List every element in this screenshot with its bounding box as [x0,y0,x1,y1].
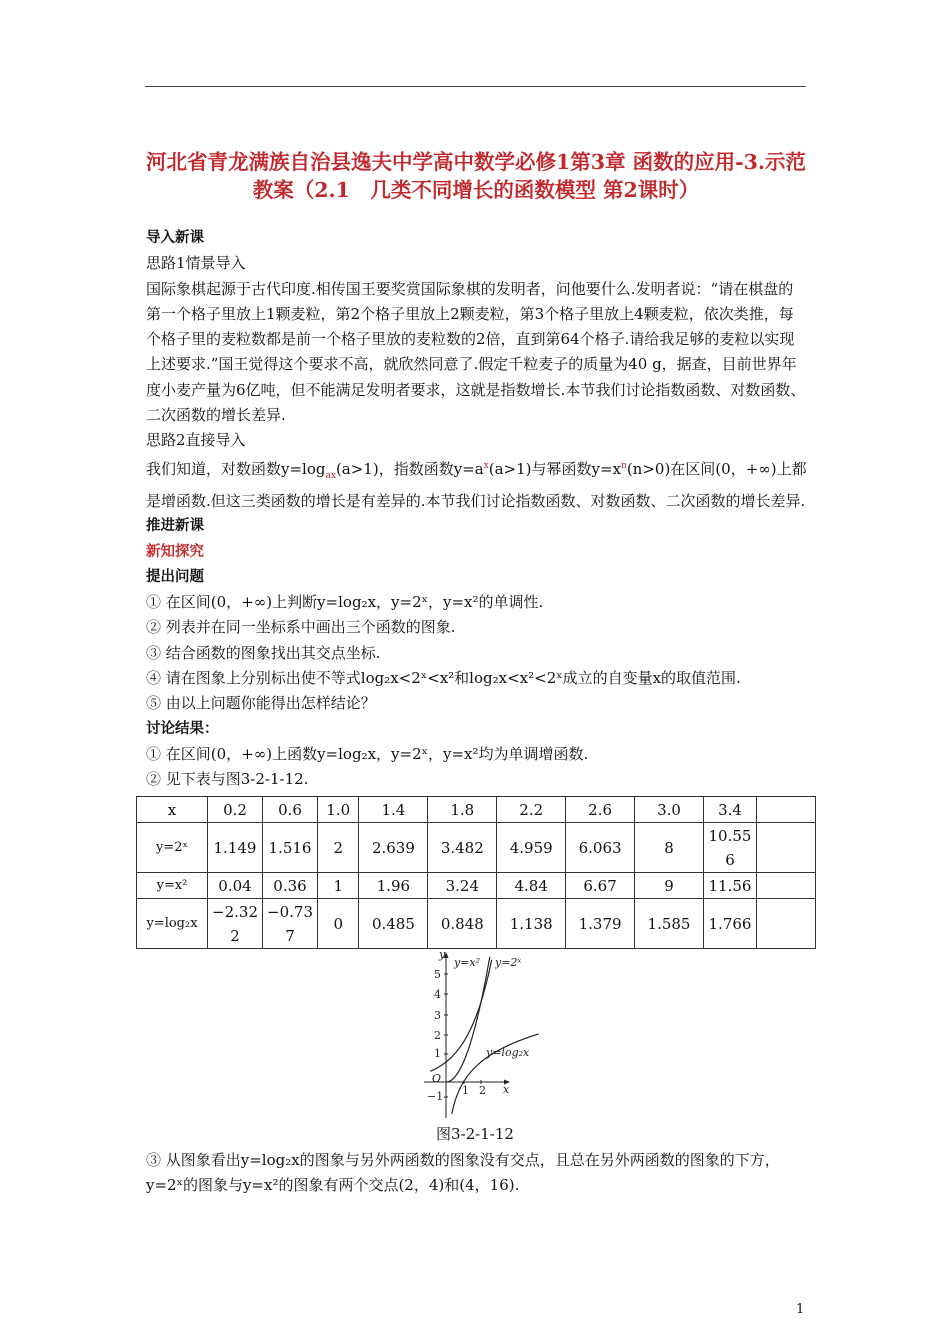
intro-heading: 导入新课 [146,230,204,246]
document-title: 河北省青龙满族自治县逸夫中学高中数学必修1第3章 函数的应用-3.示范教案（2.1 几类不同增长的函数模型 第2课时） [145,150,807,202]
table-cell [757,899,816,949]
table-cell: 9 [635,873,704,899]
table-cell: 3.0 [635,797,704,823]
idea2-paragraph: 我们知道，对数函数$y=\log_{ax}(a>1)$，指数函数$y=a^x(a>1)$与幂函数$y=x^n(n>0)$在区间(0，+∞)上都是增函数.但这三类函数的增长是有差异的.本节我们讨论指数函数、对数函数、二次函数的增长差异. [146,459,807,510]
conclusion-paragraph: ③ 从图象看出y=log₂x的图象与另外两函数的图象没有交点，且总在另外两函数的图象的下方，y=2ˣ的图象与y=x²的图象有两个交点(2，4)和(4，16). [146,1151,780,1195]
table-cell: 2.639 [359,823,428,873]
table-cell: 1.4 [359,797,428,823]
idea1-paragraph: 国际象棋起源于古代印度.相传国王要奖赏国际象棋的发明者，问他要什么.发明者说：“请在棋盘的第一个格子里放上1颗麦粒，第2个格子里放上2颗麦粒，第3个格子里放上4颗麦粒，依次类推，每个格子里的麦粒数都是前一个格子里放的麦粒数的2倍，直到第64个格子.请给我足够的麦粒以实现上述要求.”国王觉得这个要求不高，就欣然同意了.假定千粒麦子的质量为40 g，据查，目前世界年度小麦产量为6亿吨，但不能满足发明者要求，这就是指数增长.本节我们讨论指数函数、对数函数、二次函数的增长差异. [146,279,806,425]
table-cell: 4.84 [497,873,566,899]
table-header-row [137,797,816,823]
question-item: ⑤ 由以上问题你能得出怎样结论？ [146,694,376,713]
table-cell [757,873,816,899]
table-cell: 2 [318,823,359,873]
curve-x-squared [446,957,490,1082]
table-row [137,823,816,873]
y-axis-label: y [439,948,446,961]
table-row-label: y=x² [137,873,208,899]
table-cell [757,797,816,823]
explore-heading: 新知探究 [146,543,204,560]
y-tick-label: 1 [434,1047,441,1060]
curve-label-log: y=log₂x [486,1046,530,1059]
table-cell: 6.063 [566,823,635,873]
result-item: ② 见下表与图3-2-1-12. [146,770,309,789]
question-item: ② 列表并在同一坐标系中画出三个函数的图象. [146,618,456,637]
question-item: ④ 请在图象上分别标出使不等式log₂x<2ˣ<x²和log₂x<x²<2ˣ成立的自变量x的取值范围. [146,669,741,688]
x-tick-label: 2 [479,1084,486,1097]
table-cell: 1.379 [566,899,635,949]
table-cell: 1.96 [359,873,428,899]
table-cell: 1.766 [704,899,757,949]
table-cell: 8 [635,823,704,873]
question-item: ① 在区间(0，+∞)上判断y=log₂x，y=2ˣ，y=x²的单调性. [146,593,544,612]
table-cell: 1.8 [428,797,497,823]
question-item: ③ 结合函数的图象找出其交点坐标. [146,643,381,662]
figure-caption: 图3-2-1-12 [436,1125,514,1143]
table-cell: 10.556 [704,823,757,873]
table-cell: 0.485 [359,899,428,949]
table-cell: 2.6 [566,797,635,823]
table-cell: 0.6 [263,797,318,823]
table-cell: 3.482 [428,823,497,873]
table-cell: 0.2 [208,797,263,823]
table-cell: 0.848 [428,899,497,949]
table-cell: 6.67 [566,873,635,899]
table-row-label: y=2ˣ [137,823,208,873]
result-item: ① 在区间(0，+∞)上函数y=log₂x，y=2ˣ，y=x²均为单调增函数. [146,744,589,763]
table-cell: 3.24 [428,873,497,899]
table-row-label: y=log₂x [137,899,208,949]
table-cell: 1.585 [635,899,704,949]
results-heading: 讨论结果： [146,720,219,737]
table-cell: 2.2 [497,797,566,823]
y-tick-label: 4 [434,988,441,1001]
table-cell: 1 [318,873,359,899]
y-tick-label: 5 [434,968,441,981]
table-cell: x [137,797,208,823]
table-cell: −0.737 [263,899,318,949]
table-cell: 0 [318,899,359,949]
curve-label-exp: y=2ˣ [495,956,522,969]
table-cell: 0.04 [208,873,263,899]
table-cell [757,823,816,873]
x-axis-label: x [503,1083,510,1096]
questions-heading: 提出问题 [146,568,204,585]
table-cell: 11.56 [704,873,757,899]
table-row [137,899,816,949]
table-cell: 4.959 [497,823,566,873]
table-cell: 0.36 [263,873,318,899]
y-tick-label: 3 [434,1009,441,1022]
table-cell: 3.4 [704,797,757,823]
conclusion-block [146,1148,808,1199]
advance-heading: 推进新课 [146,518,204,535]
idea1-label: 思路1情景导入 [146,254,246,273]
table-cell: 1.138 [497,899,566,949]
main-content [146,226,808,793]
header-rule [145,86,806,87]
table-cell: 1.516 [263,823,318,873]
table-cell: −2.322 [208,899,263,949]
idea2-label: 思路2直接导入 [146,431,246,450]
table-row [137,873,816,899]
values-table [136,796,816,949]
origin-label: O [432,1072,442,1085]
y-tick-label: 2 [434,1029,441,1042]
table-cell: 1.0 [318,797,359,823]
page-number: 1 [796,1302,805,1317]
curve-label-x2: y=x² [454,956,481,969]
function-graph [410,948,544,1120]
x-tick-label: 1 [462,1084,469,1097]
y-tick-label: −1 [427,1090,444,1103]
table-cell: 1.149 [208,823,263,873]
